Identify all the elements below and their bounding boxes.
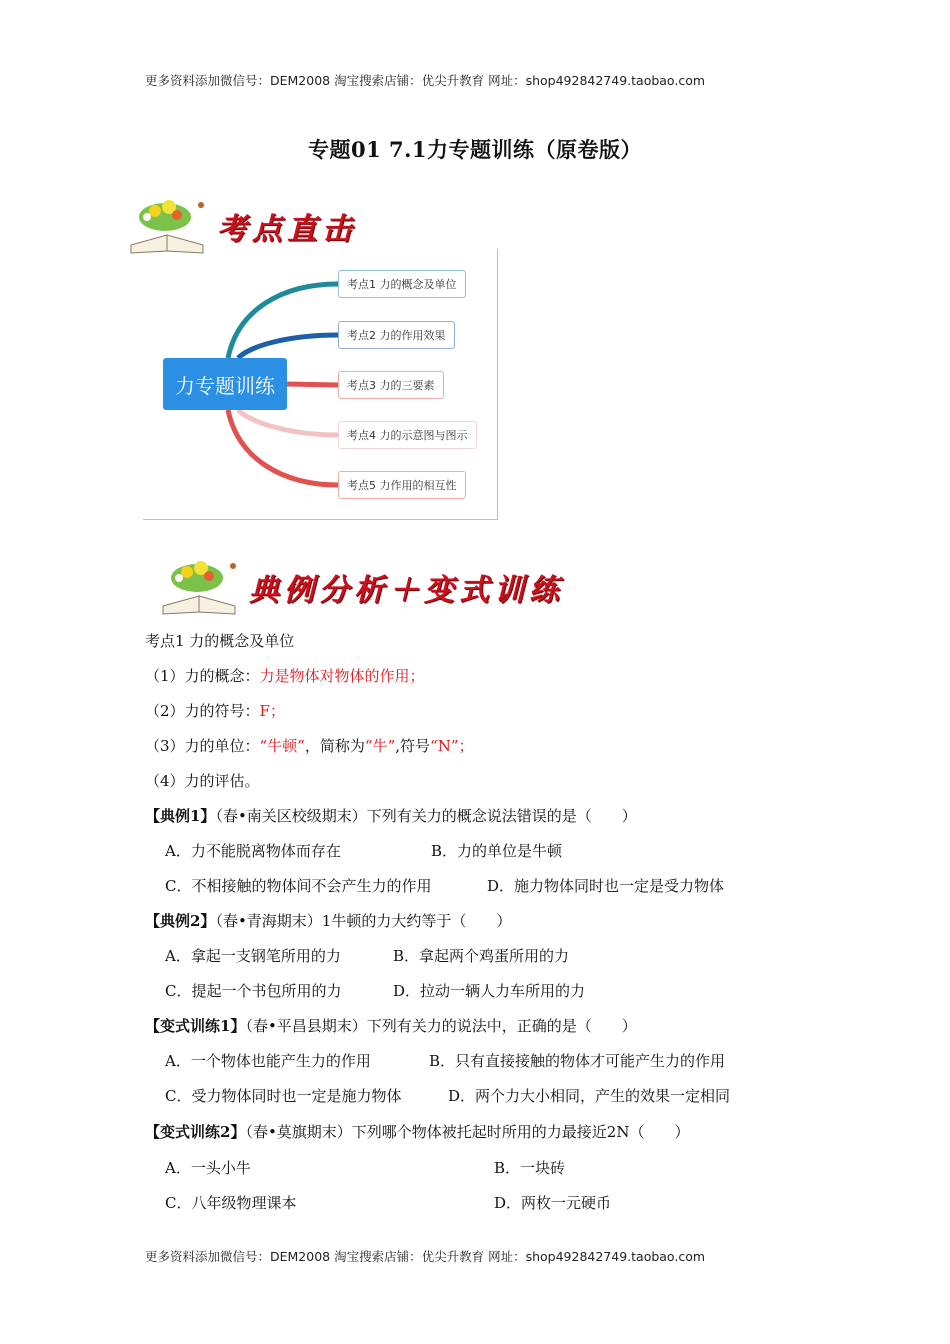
page-header: 更多资料添加微信号：DEM2008 淘宝搜索店铺：优尖升教育 网址：shop492842749.taobao.com <box>145 73 706 88</box>
point-value: “N”； <box>430 737 474 755</box>
question-stem: （春•莫旗期末）下列哪个物体被托起时所用的力最接近2N（ ） <box>245 1123 690 1141</box>
option-b: B．一块砖 <box>494 1159 566 1177</box>
mindmap <box>143 249 498 520</box>
question-3 <box>145 1016 637 1036</box>
open-book-flowers-icon <box>157 556 245 618</box>
mindmap-node-3: 考点3 力的三要素 <box>338 371 444 399</box>
point-value: F； <box>259 702 285 720</box>
question-1 <box>145 806 637 826</box>
option-d: D．两枚一元硬币 <box>494 1194 612 1212</box>
point-value: “牛顿” <box>259 737 305 755</box>
question-stem: （春•南关区校级期末）下列有关力的概念说法错误的是（ ） <box>215 807 637 825</box>
point-value: 力是物体对物体的作用； <box>259 667 425 685</box>
question-stem: （春•青海期末）1牛顿的力大约等于（ ） <box>215 912 512 930</box>
mindmap-node-1: 考点1 力的概念及单位 <box>338 270 466 298</box>
option-d: D．施力物体同时也一定是受力物体 <box>487 877 725 895</box>
point-3 <box>145 736 474 756</box>
option-d: D．拉动一辆人力车所用的力 <box>393 982 586 1000</box>
point-text: ,符号 <box>395 737 431 755</box>
point-text: ，简称为 <box>304 737 365 755</box>
option-a: A．拿起一支钢笔所用的力 <box>165 947 341 965</box>
option-b: B．力的单位是牛顿 <box>431 842 563 860</box>
mindmap-node-2: 考点2 力的作用效果 <box>338 321 455 349</box>
mindmap-node-5: 考点5 力作用的相互性 <box>338 471 466 499</box>
option-a: A．一个物体也能产生力的作用 <box>165 1052 371 1070</box>
open-book-flowers-icon <box>125 195 213 257</box>
question-tag: 【典例1】 <box>145 807 216 825</box>
point-2 <box>145 701 285 721</box>
question-stem: （春•平昌县期末）下列有关力的说法中，正确的是（ ） <box>245 1017 637 1035</box>
page-footer: 更多资料添加微信号：DEM2008 淘宝搜索店铺：优尖升教育 网址：shop492842749.taobao.com <box>145 1249 706 1264</box>
option-c: C．八年级物理课本 <box>165 1194 297 1212</box>
option-b: B．只有直接接触的物体才可能产生力的作用 <box>429 1052 726 1070</box>
point-label: （2）力的符号： <box>145 702 260 720</box>
option-c: C．提起一个书包所用的力 <box>165 982 342 1000</box>
question-4 <box>145 1122 689 1142</box>
banner-title: 典例分析＋变式训练 <box>249 573 564 608</box>
banner-title: 考点直击 <box>217 212 357 247</box>
question-tag: 【变式训练1】 <box>145 1017 246 1035</box>
option-b: B．拿起两个鸡蛋所用的力 <box>393 947 570 965</box>
point-label: （1）力的概念： <box>145 667 260 685</box>
section-banner-key-points <box>125 195 357 257</box>
mindmap-center-node: 力专题训练 <box>163 358 287 410</box>
point-label: （3）力的单位： <box>145 737 260 755</box>
option-d: D．两个力大小相同，产生的效果一定相同 <box>448 1087 731 1105</box>
point-4: （4）力的评估。 <box>145 772 260 790</box>
document-title: 专题01 7.1力专题训练（原卷版） <box>307 137 643 162</box>
point-value: “牛” <box>364 737 396 755</box>
mindmap-node-4: 考点4 力的示意图与图示 <box>338 421 477 449</box>
option-c: C．不相接触的物体间不会产生力的作用 <box>165 877 432 895</box>
section-banner-examples <box>157 556 564 618</box>
question-tag: 【变式训练2】 <box>145 1123 246 1141</box>
section-heading: 考点1 力的概念及单位 <box>145 632 295 650</box>
option-c: C．受力物体同时也一定是施力物体 <box>165 1087 402 1105</box>
option-a: A．一头小牛 <box>165 1159 251 1177</box>
question-2 <box>145 911 511 931</box>
question-tag: 【典例2】 <box>145 912 216 930</box>
option-a: A．力不能脱离物体而存在 <box>165 842 341 860</box>
point-1 <box>145 666 425 686</box>
